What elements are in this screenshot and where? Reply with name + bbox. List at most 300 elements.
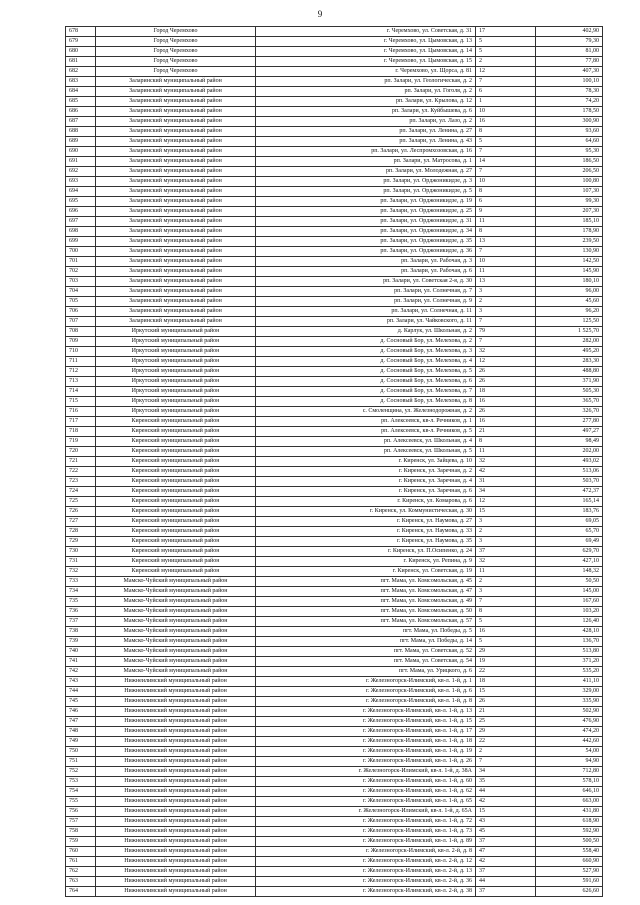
- table-row: [66, 707, 603, 717]
- cell-municipality: Киренский муниципальный район: [96, 417, 256, 427]
- table-row: [66, 417, 603, 427]
- table-row: [66, 347, 603, 357]
- cell-municipality: Мамско-Чуйский муниципальный район: [96, 637, 256, 647]
- cell-row-number: 744: [66, 687, 96, 697]
- table-row: [66, 217, 603, 227]
- cell-address: рп. Залари, ул. Советская 2-я, д. 30: [256, 277, 476, 287]
- cell-municipality: Киренский муниципальный район: [96, 547, 256, 557]
- cell-area: 78,30: [536, 87, 603, 97]
- cell-row-number: 714: [66, 387, 96, 397]
- cell-area: 178,90: [536, 227, 603, 237]
- cell-municipality: Нижнеилимский муниципальный район: [96, 727, 256, 737]
- cell-area: 503,70: [536, 477, 603, 487]
- cell-municipality: Заларинский муниципальный район: [96, 287, 256, 297]
- cell-count: 16: [476, 117, 536, 127]
- cell-count: 15: [476, 507, 536, 517]
- table-row: [66, 247, 603, 257]
- table-row: [66, 677, 603, 687]
- cell-area: 64,60: [536, 137, 603, 147]
- cell-count: 5: [476, 637, 536, 647]
- cell-address: г. Киренск, ул. Зайцева, д. 10: [256, 457, 476, 467]
- cell-row-number: 724: [66, 487, 96, 497]
- cell-row-number: 719: [66, 437, 96, 447]
- cell-row-number: 682: [66, 67, 96, 77]
- cell-count: 3: [476, 587, 536, 597]
- cell-address: г. Киренск, ул. Заречная, д. 2: [256, 467, 476, 477]
- cell-area: 183,76: [536, 507, 603, 517]
- cell-municipality: Заларинский муниципальный район: [96, 217, 256, 227]
- cell-address: д. Сосновый Бор, ул. Мелехова, д. 2: [256, 337, 476, 347]
- cell-row-number: 732: [66, 567, 96, 577]
- cell-row-number: 686: [66, 107, 96, 117]
- cell-count: 14: [476, 157, 536, 167]
- cell-row-number: 721: [66, 457, 96, 467]
- cell-area: 148,32: [536, 567, 603, 577]
- cell-row-number: 727: [66, 517, 96, 527]
- cell-address: рп. Залари, ул. Солнечная, д. 7: [256, 287, 476, 297]
- cell-municipality: Нижнеилимский муниципальный район: [96, 877, 256, 887]
- cell-municipality: Заларинский муниципальный район: [96, 117, 256, 127]
- cell-area: 180,10: [536, 277, 603, 287]
- cell-area: 513,80: [536, 647, 603, 657]
- cell-count: 2: [476, 527, 536, 537]
- cell-address: г. Киренск, ул. Коммунистическая, д. 30: [256, 507, 476, 517]
- cell-row-number: 717: [66, 417, 96, 427]
- cell-address: г. Железногорск-Илимский, кв-л. 2-й, д. 12: [256, 857, 476, 867]
- cell-address: г. Черемхово, ул. Щорса, д. 81: [256, 67, 476, 77]
- table-row: [66, 237, 603, 247]
- cell-municipality: Нижнеилимский муниципальный район: [96, 757, 256, 767]
- cell-municipality: Нижнеилимский муниципальный район: [96, 717, 256, 727]
- cell-row-number: 709: [66, 337, 96, 347]
- table-row: [66, 697, 603, 707]
- cell-municipality: Нижнеилимский муниципальный район: [96, 707, 256, 717]
- cell-municipality: Заларинский муниципальный район: [96, 257, 256, 267]
- cell-count: 42: [476, 467, 536, 477]
- cell-area: 660,90: [536, 857, 603, 867]
- table-row: [66, 727, 603, 737]
- table-row: [66, 387, 603, 397]
- cell-count: 31: [476, 477, 536, 487]
- cell-count: 8: [476, 607, 536, 617]
- cell-area: 100,80: [536, 177, 603, 187]
- cell-municipality: Иркутский муниципальный район: [96, 367, 256, 377]
- cell-count: 2: [476, 57, 536, 67]
- cell-municipality: Мамско-Чуйский муниципальный район: [96, 617, 256, 627]
- cell-row-number: 699: [66, 237, 96, 247]
- cell-municipality: Нижнеилимский муниципальный район: [96, 807, 256, 817]
- cell-municipality: Нижнеилимский муниципальный район: [96, 777, 256, 787]
- cell-municipality: Заларинский муниципальный район: [96, 277, 256, 287]
- table-row: [66, 887, 603, 897]
- table-row: [66, 407, 603, 417]
- table-row: [66, 47, 603, 57]
- cell-count: 21: [476, 427, 536, 437]
- cell-count: 10: [476, 257, 536, 267]
- cell-area: 145,90: [536, 267, 603, 277]
- cell-municipality: Нижнеилимский муниципальный район: [96, 787, 256, 797]
- table-row: [66, 367, 603, 377]
- cell-area: 646,10: [536, 787, 603, 797]
- cell-municipality: Иркутский муниципальный район: [96, 337, 256, 347]
- cell-area: 126,40: [536, 617, 603, 627]
- cell-count: 3: [476, 307, 536, 317]
- cell-address: г. Киренск, ул. Комарова, д. 6: [256, 497, 476, 507]
- cell-row-number: 738: [66, 627, 96, 637]
- cell-area: 495,20: [536, 347, 603, 357]
- cell-area: 186,50: [536, 157, 603, 167]
- cell-address: рп. Залари, ул. Орджоникидзе, д. 19: [256, 197, 476, 207]
- cell-address: рп. Алексеевск, ул. Школьная, д. 5: [256, 447, 476, 457]
- cell-row-number: 754: [66, 787, 96, 797]
- cell-count: 7: [476, 757, 536, 767]
- cell-count: 2: [476, 577, 536, 587]
- cell-area: 142,50: [536, 257, 603, 267]
- table-row: [66, 627, 603, 637]
- cell-area: 69,49: [536, 537, 603, 547]
- cell-count: 12: [476, 67, 536, 77]
- cell-municipality: Киренский муниципальный район: [96, 507, 256, 517]
- table-row: [66, 147, 603, 157]
- cell-area: 472,37: [536, 487, 603, 497]
- cell-municipality: Нижнеилимский муниципальный район: [96, 697, 256, 707]
- table-row: [66, 607, 603, 617]
- cell-count: 16: [476, 417, 536, 427]
- cell-address: г. Киренск, ул. Наумова, д. 35: [256, 537, 476, 547]
- cell-area: 493,02: [536, 457, 603, 467]
- cell-row-number: 693: [66, 177, 96, 187]
- table-row: [66, 657, 603, 667]
- cell-address: г. Черемхово, ул. Цымовская, д. 13: [256, 37, 476, 47]
- cell-row-number: 681: [66, 57, 96, 67]
- cell-count: 8: [476, 187, 536, 197]
- cell-municipality: Нижнеилимский муниципальный район: [96, 847, 256, 857]
- cell-area: 103,20: [536, 607, 603, 617]
- cell-row-number: 697: [66, 217, 96, 227]
- cell-row-number: 734: [66, 587, 96, 597]
- cell-count: 47: [476, 847, 536, 857]
- cell-address: рп. Залари, ул. Куйбышева, д. 6: [256, 107, 476, 117]
- cell-municipality: Заларинский муниципальный район: [96, 267, 256, 277]
- table-row: [66, 257, 603, 267]
- cell-address: г. Киренск, ул. П.Осипенко, д. 24: [256, 547, 476, 557]
- cell-count: 11: [476, 267, 536, 277]
- cell-area: 282,00: [536, 337, 603, 347]
- cell-row-number: 759: [66, 837, 96, 847]
- cell-count: 32: [476, 557, 536, 567]
- cell-area: 50,50: [536, 577, 603, 587]
- cell-municipality: Нижнеилимский муниципальный район: [96, 677, 256, 687]
- cell-municipality: Заларинский муниципальный район: [96, 87, 256, 97]
- cell-row-number: 742: [66, 667, 96, 677]
- cell-address: г. Железногорск-Илимский, кв-л. 1-й, д. 60: [256, 777, 476, 787]
- cell-row-number: 763: [66, 877, 96, 887]
- cell-row-number: 720: [66, 447, 96, 457]
- cell-address: г. Железногорск-Илимский, кв-л. 1-й, д. 62: [256, 787, 476, 797]
- cell-address: г. Киренск, ул. Наумова, д. 33: [256, 527, 476, 537]
- cell-count: 10: [476, 177, 536, 187]
- cell-count: 18: [476, 387, 536, 397]
- cell-row-number: 695: [66, 197, 96, 207]
- cell-area: 407,30: [536, 67, 603, 77]
- cell-row-number: 700: [66, 247, 96, 257]
- cell-municipality: Нижнеилимский муниципальный район: [96, 887, 256, 897]
- cell-row-number: 764: [66, 887, 96, 897]
- cell-count: 8: [476, 227, 536, 237]
- cell-count: 26: [476, 377, 536, 387]
- cell-address: рп. Залари, ул. Крылова, д. 12: [256, 97, 476, 107]
- cell-municipality: Киренский муниципальный район: [96, 567, 256, 577]
- cell-count: 3: [476, 537, 536, 547]
- table-row: [66, 647, 603, 657]
- table-row: [66, 527, 603, 537]
- cell-area: 1 525,70: [536, 327, 603, 337]
- table-row: [66, 27, 603, 37]
- cell-municipality: Иркутский муниципальный район: [96, 387, 256, 397]
- cell-count: 44: [476, 787, 536, 797]
- cell-address: с. Смоленщина, ул. Железнодорожная, д. 2: [256, 407, 476, 417]
- cell-municipality: Киренский муниципальный район: [96, 487, 256, 497]
- cell-area: 428,10: [536, 627, 603, 637]
- cell-count: 7: [476, 77, 536, 87]
- cell-row-number: 710: [66, 347, 96, 357]
- cell-count: 6: [476, 87, 536, 97]
- cell-area: 98,49: [536, 437, 603, 447]
- table-row: [66, 307, 603, 317]
- cell-area: 277,80: [536, 417, 603, 427]
- table-row: [66, 787, 603, 797]
- table-row: [66, 537, 603, 547]
- table-row: [66, 547, 603, 557]
- cell-area: 411,10: [536, 677, 603, 687]
- cell-row-number: 679: [66, 37, 96, 47]
- cell-address: рп. Залари, ул. Леспромхозовская, д. 16: [256, 147, 476, 157]
- cell-address: г. Железногорск-Илимский, кв-л. 1-й, д. 19: [256, 747, 476, 757]
- cell-municipality: Киренский муниципальный район: [96, 477, 256, 487]
- cell-count: 7: [476, 167, 536, 177]
- table-row: [66, 847, 603, 857]
- table-row: [66, 567, 603, 577]
- table-row: [66, 587, 603, 597]
- cell-area: 77,80: [536, 57, 603, 67]
- housing-register-table: [65, 26, 603, 897]
- cell-row-number: 718: [66, 427, 96, 437]
- cell-row-number: 712: [66, 367, 96, 377]
- cell-municipality: Заларинский муниципальный район: [96, 77, 256, 87]
- table-row: [66, 107, 603, 117]
- cell-row-number: 751: [66, 757, 96, 767]
- cell-municipality: Иркутский муниципальный район: [96, 397, 256, 407]
- table-row: [66, 717, 603, 727]
- cell-row-number: 705: [66, 297, 96, 307]
- cell-address: рп. Залари, ул. Матросова, д. 1: [256, 157, 476, 167]
- table-row: [66, 227, 603, 237]
- cell-municipality: Мамско-Чуйский муниципальный район: [96, 607, 256, 617]
- cell-municipality: Киренский муниципальный район: [96, 557, 256, 567]
- cell-row-number: 698: [66, 227, 96, 237]
- cell-row-number: 691: [66, 157, 96, 167]
- cell-address: рп. Залари, ул. Солнечная, д. 9: [256, 297, 476, 307]
- cell-area: 513,06: [536, 467, 603, 477]
- cell-municipality: Киренский муниципальный район: [96, 427, 256, 437]
- cell-count: 32: [476, 457, 536, 467]
- cell-count: 19: [476, 657, 536, 667]
- table-row: [66, 497, 603, 507]
- cell-address: рп. Залари, ул. Чайковского, д. 11: [256, 317, 476, 327]
- cell-municipality: Мамско-Чуйский муниципальный район: [96, 577, 256, 587]
- table-row: [66, 357, 603, 367]
- cell-address: г. Киренск, ул. Советская, д. 19: [256, 567, 476, 577]
- cell-address: рп. Залари, ул. Орджоникидзе, д. 3: [256, 177, 476, 187]
- cell-row-number: 755: [66, 797, 96, 807]
- cell-area: 626,60: [536, 887, 603, 897]
- table-row: [66, 87, 603, 97]
- cell-municipality: Город Черемхово: [96, 27, 256, 37]
- table-row: [66, 137, 603, 147]
- cell-area: 427,10: [536, 557, 603, 567]
- table-row: [66, 267, 603, 277]
- cell-count: 5: [476, 37, 536, 47]
- table-row: [66, 517, 603, 527]
- cell-row-number: 736: [66, 607, 96, 617]
- cell-area: 125,50: [536, 317, 603, 327]
- cell-area: 663,00: [536, 797, 603, 807]
- cell-row-number: 748: [66, 727, 96, 737]
- cell-count: 37: [476, 867, 536, 877]
- cell-address: г. Киренск, ул. Заречная, д. 6: [256, 487, 476, 497]
- cell-area: 185,10: [536, 217, 603, 227]
- table-row: [66, 487, 603, 497]
- cell-area: 326,70: [536, 407, 603, 417]
- cell-row-number: 745: [66, 697, 96, 707]
- cell-area: 712,80: [536, 767, 603, 777]
- cell-area: 592,90: [536, 827, 603, 837]
- cell-address: рп. Залари, ул. Рабочая, д. 6: [256, 267, 476, 277]
- cell-area: 371,20: [536, 657, 603, 667]
- cell-row-number: 737: [66, 617, 96, 627]
- table-row: [66, 127, 603, 137]
- cell-area: 431,80: [536, 807, 603, 817]
- cell-municipality: Заларинский муниципальный район: [96, 317, 256, 327]
- cell-count: 11: [476, 217, 536, 227]
- cell-count: 42: [476, 797, 536, 807]
- cell-count: 79: [476, 327, 536, 337]
- cell-count: 35: [476, 777, 536, 787]
- cell-municipality: Нижнеилимский муниципальный район: [96, 837, 256, 847]
- table-row: [66, 767, 603, 777]
- table-row: [66, 747, 603, 757]
- cell-municipality: Заларинский муниципальный район: [96, 147, 256, 157]
- cell-row-number: 678: [66, 27, 96, 37]
- cell-address: д. Сосновый Бор, ул. Мелехова, д. 6: [256, 377, 476, 387]
- table-row: [66, 867, 603, 877]
- cell-municipality: Город Черемхово: [96, 37, 256, 47]
- cell-count: 1: [476, 97, 536, 107]
- cell-municipality: Нижнеилимский муниципальный район: [96, 817, 256, 827]
- cell-count: 16: [476, 397, 536, 407]
- cell-address: д. Сосновый Бор, ул. Мелехова, д. 5: [256, 367, 476, 377]
- table-row: [66, 597, 603, 607]
- cell-row-number: 746: [66, 707, 96, 717]
- cell-municipality: Киренский муниципальный район: [96, 447, 256, 457]
- cell-address: г. Железногорск-Илимский, кв-л. 1-й, д. 8: [256, 697, 476, 707]
- cell-row-number: 741: [66, 657, 96, 667]
- table-row: [66, 557, 603, 567]
- cell-area: 96,20: [536, 307, 603, 317]
- cell-count: 29: [476, 647, 536, 657]
- cell-count: 3: [476, 287, 536, 297]
- cell-municipality: Нижнеилимский муниципальный район: [96, 687, 256, 697]
- cell-address: пгт. Мама, ул. Советская, д. 54: [256, 657, 476, 667]
- cell-area: 99,30: [536, 197, 603, 207]
- cell-count: 7: [476, 597, 536, 607]
- cell-row-number: 706: [66, 307, 96, 317]
- cell-count: 26: [476, 407, 536, 417]
- cell-row-number: 729: [66, 537, 96, 547]
- cell-address: г. Железногорск-Илимский, кв-л. 1-й, д. 38А: [256, 767, 476, 777]
- cell-area: 558,40: [536, 847, 603, 857]
- cell-address: пгт. Мама, ул. Комсомольская, д. 45: [256, 577, 476, 587]
- table-row: [66, 447, 603, 457]
- cell-row-number: 702: [66, 267, 96, 277]
- cell-count: 43: [476, 817, 536, 827]
- cell-count: 25: [476, 717, 536, 727]
- cell-municipality: Киренский муниципальный район: [96, 457, 256, 467]
- table-body: [66, 27, 603, 897]
- table-row: [66, 877, 603, 887]
- cell-address: рп. Залари, ул. Лазо, д. 2: [256, 117, 476, 127]
- cell-count: 16: [476, 627, 536, 637]
- cell-count: 7: [476, 337, 536, 347]
- table-row: [66, 637, 603, 647]
- cell-address: г. Железногорск-Илимский, кв-л. 2-й, д. 36: [256, 877, 476, 887]
- cell-row-number: 694: [66, 187, 96, 197]
- cell-area: 45,60: [536, 297, 603, 307]
- cell-area: 206,50: [536, 167, 603, 177]
- cell-address: г. Черемхово, ул. Цымовская, д. 15: [256, 57, 476, 67]
- cell-area: 107,30: [536, 187, 603, 197]
- table-row: [66, 757, 603, 767]
- table-row: [66, 777, 603, 787]
- cell-address: пгт. Мама, ул. Победы, д. 5: [256, 627, 476, 637]
- cell-area: 300,90: [536, 117, 603, 127]
- cell-area: 500,50: [536, 837, 603, 847]
- cell-count: 13: [476, 277, 536, 287]
- cell-count: 3: [476, 517, 536, 527]
- cell-row-number: 707: [66, 317, 96, 327]
- cell-address: рп. Залари, ул. Орджоникидзе, д. 34: [256, 227, 476, 237]
- cell-count: 2: [476, 297, 536, 307]
- cell-row-number: 725: [66, 497, 96, 507]
- cell-count: 37: [476, 887, 536, 897]
- cell-row-number: 753: [66, 777, 96, 787]
- cell-municipality: Мамско-Чуйский муниципальный район: [96, 667, 256, 677]
- table-row: [66, 667, 603, 677]
- cell-count: 12: [476, 357, 536, 367]
- cell-row-number: 683: [66, 77, 96, 87]
- cell-area: 54,00: [536, 747, 603, 757]
- cell-count: 17: [476, 27, 536, 37]
- cell-row-number: 747: [66, 717, 96, 727]
- cell-address: пгт. Мама, ул. Победы, д. 14: [256, 637, 476, 647]
- cell-municipality: Нижнеилимский муниципальный район: [96, 767, 256, 777]
- cell-count: 26: [476, 367, 536, 377]
- table-row: [66, 277, 603, 287]
- cell-area: 79,30: [536, 37, 603, 47]
- cell-count: 22: [476, 737, 536, 747]
- cell-municipality: Заларинский муниципальный район: [96, 237, 256, 247]
- cell-count: 12: [476, 497, 536, 507]
